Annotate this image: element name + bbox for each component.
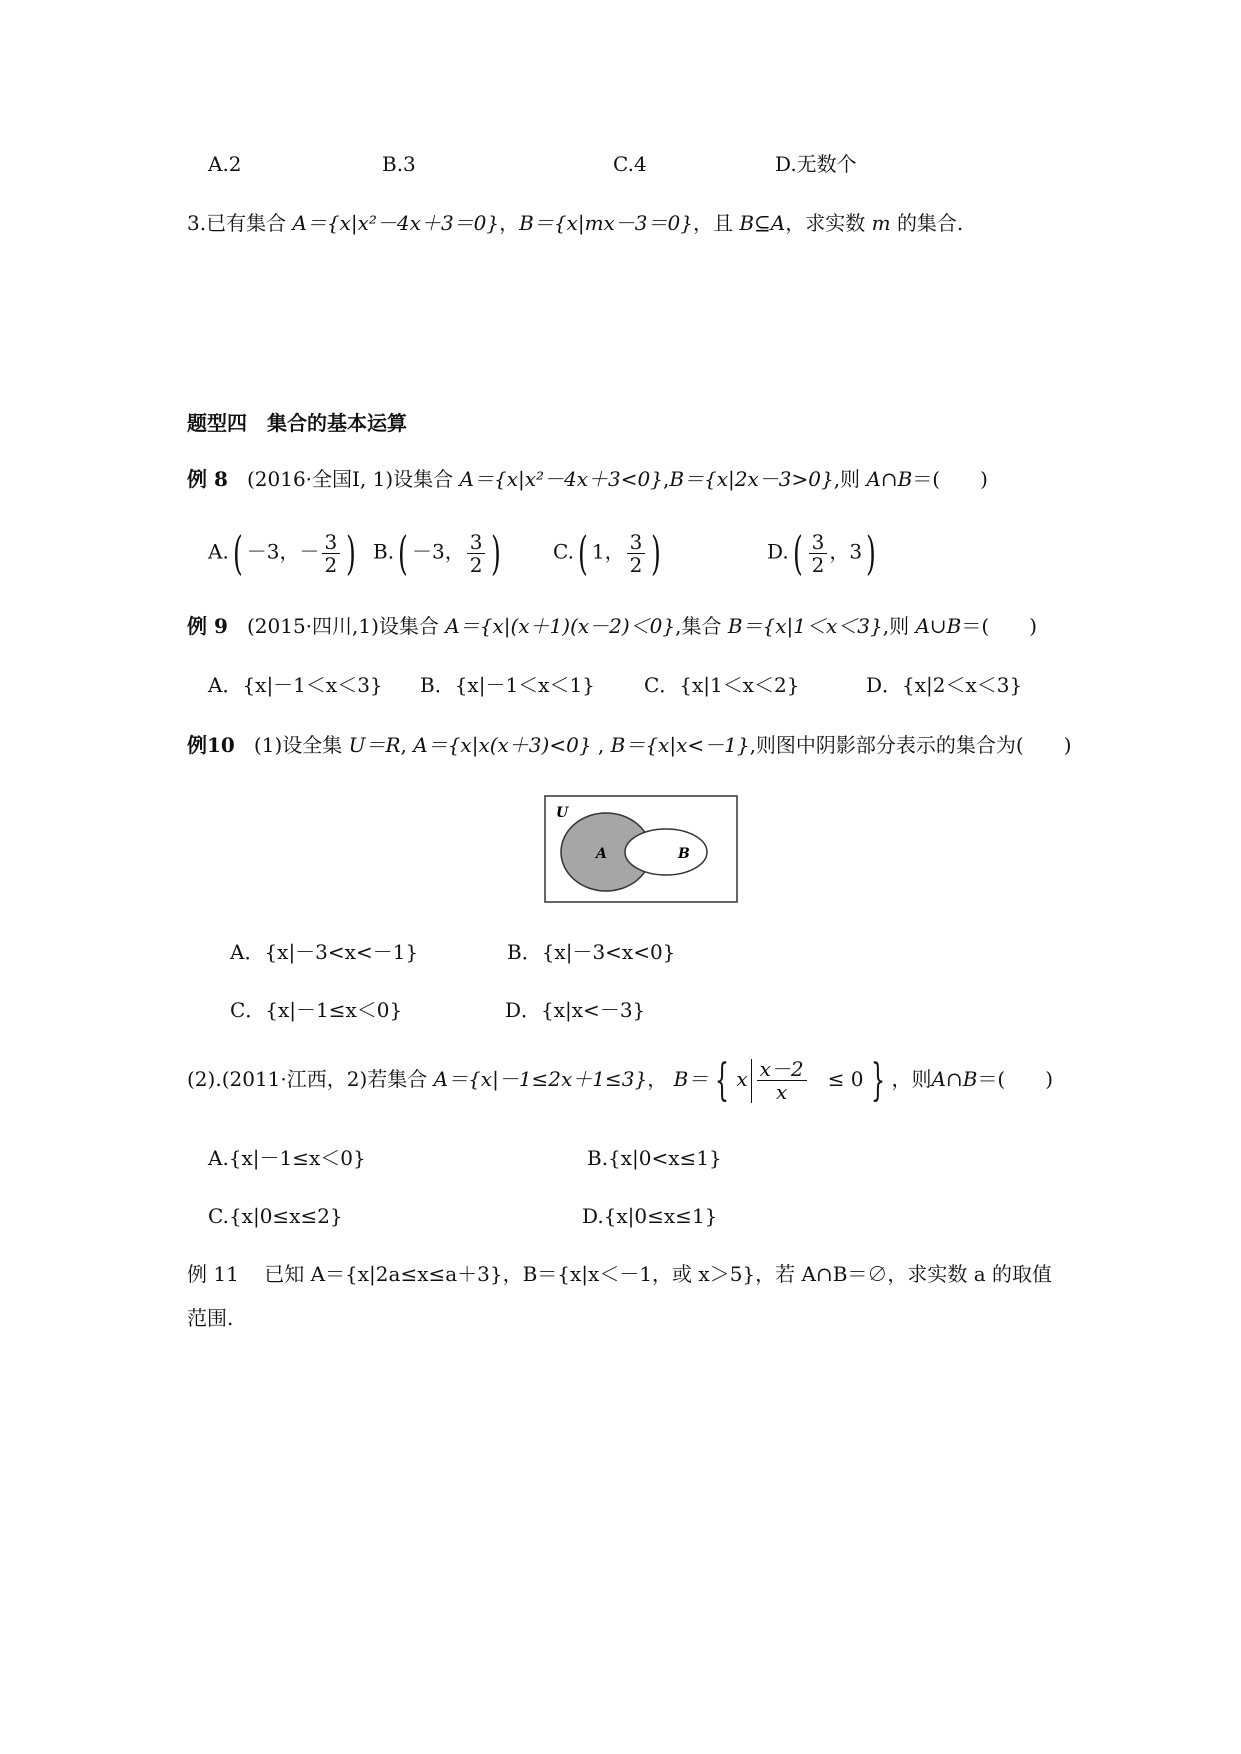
ex8-text-1: 设集合	[393, 467, 454, 491]
ex10-part2-fraction: $\frac{x-2}{x}$	[757, 1058, 807, 1103]
ex8-set-b: B＝{x|2x－3>0}	[669, 467, 834, 491]
q2-option-d: D.无数个	[775, 152, 857, 176]
example-10-part-1	[187, 733, 1072, 757]
ex10-part2-relation: ≤ 0	[827, 1067, 864, 1091]
ex8-source: (2016·全国Ⅰ, 1)	[246, 467, 394, 491]
ex8-option-a: A.( －3，－ $\frac{3}{2}$ )	[208, 526, 357, 580]
ex10-option-b: B．{x|－3<x<0}	[507, 940, 676, 964]
ex8-sep: ,	[662, 467, 670, 491]
ex8-option-d-right: ，3	[829, 539, 863, 564]
q2-option-b: B.3	[382, 152, 416, 176]
ex9-label: 例 9	[187, 614, 228, 638]
ex8-label: 例 8	[187, 467, 228, 491]
ex8-option-d-label: D.	[767, 539, 789, 564]
ex10-part2-x: x	[736, 1067, 748, 1091]
example-8	[187, 467, 988, 491]
venn-label-u: U	[556, 805, 569, 821]
q2-option-a: A.2	[208, 152, 242, 176]
venn-label-b: B	[678, 846, 690, 862]
ex10-sep-2: ,	[591, 733, 605, 757]
ex10-option-a: A．{x|－3<x<－1}	[230, 940, 419, 964]
q3-text-1: 已有集合	[206, 211, 287, 235]
q3-variable: m	[871, 211, 891, 235]
ex8-option-c: C.( 1， $\frac{3}{2}$ )	[553, 526, 662, 580]
ex9-expr: A∪B	[915, 614, 962, 638]
example-11-line-2: 范围.	[187, 1306, 234, 1330]
venn-label-a: A	[596, 846, 607, 862]
example-11-line-1	[187, 1262, 1052, 1286]
ex9-option-a: A．{x|－1＜x＜3}	[208, 673, 383, 697]
ex10-part2-prefix: (2).(2011·江西，2)若集合	[187, 1067, 428, 1091]
section-title: 题型四 集合的基本运算	[187, 411, 407, 435]
ex8-option-a-left: －3，－	[246, 539, 320, 564]
ex10-set-b: B＝{x|x<－1}	[610, 733, 750, 757]
ex8-expr: A∩B	[866, 467, 913, 491]
ex10-part2-option-d: D.{x|0≤x≤1}	[582, 1204, 718, 1228]
ex10-universal-set: U＝R	[348, 733, 401, 757]
ex9-option-b: B．{x|－1＜x＜1}	[420, 673, 595, 697]
ex8-option-b-label: B.	[373, 539, 395, 564]
ex8-option-d-fraction: $\frac{3}{2}$	[809, 531, 828, 576]
ex9-set-b: B＝{x|1＜x＜3}	[727, 614, 883, 638]
ex9-option-c: C．{x|1＜x＜2}	[644, 673, 800, 697]
ex8-option-a-fraction: $\frac{3}{2}$	[322, 531, 341, 576]
ex8-option-a-label: A.	[208, 539, 229, 564]
ex10-text-2: ,则图中阴影部分表示的集合为( )	[749, 733, 1072, 757]
ex9-set-a: A＝{x|(x＋1)(x－2)＜0}	[445, 614, 676, 638]
ex10-part2-expr: A∩B	[931, 1067, 978, 1091]
ex9-option-d: D．{x|2＜x＜3}	[866, 673, 1023, 697]
ex10-set-a: A＝{x|x(x＋3)<0}	[413, 733, 592, 757]
ex8-option-c-label: C.	[553, 539, 574, 564]
venn-set-b-ellipse	[625, 829, 707, 875]
ex9-text-3: ,则	[882, 614, 910, 638]
ex10-part1-prefix: (1)设全集	[253, 733, 343, 757]
q3-set-a: A＝{x|x²－4x＋3＝0}	[292, 211, 500, 235]
ex11-text: 已知 A＝{x|2a≤x≤a＋3}，B＝{x|x＜－1，或 x＞5}，若 A∩B＝∅，求实数 a 的取值	[264, 1262, 1053, 1286]
ex9-source: (2015·四川,1)	[246, 614, 379, 638]
ex10-part2-option-c: C.{x|0≤x≤2}	[208, 1204, 343, 1228]
ex10-label: 例10	[187, 733, 235, 757]
example-10-part-2: (2).(2011·江西，2)若集合 A＝{x|－1≤2x＋1≤3}， B＝ { x $\frac{x-2}{x}$ ≤ 0 } ，则A∩B＝( )	[187, 1054, 1054, 1106]
ex8-option-b-fraction: $\frac{3}{2}$	[467, 531, 486, 576]
question-3	[187, 211, 963, 235]
q3-sep: ，	[499, 211, 520, 235]
ex10-part2-set-a: A＝{x|－1≤2x＋1≤3}	[433, 1067, 648, 1091]
ex8-option-c-left: 1，	[591, 539, 625, 564]
ex11-label: 例 11	[187, 1262, 239, 1286]
ex10-part2-end: ＝( )	[977, 1067, 1054, 1091]
ex8-option-b: B.( －3， $\frac{3}{2}$ )	[373, 526, 502, 580]
q3-relation: B⊆A	[739, 211, 786, 235]
ex10-option-c: C．{x|－1≤x＜0}	[230, 998, 403, 1022]
ex9-text-4: ＝( )	[961, 614, 1037, 638]
ex10-sep: ,	[400, 733, 407, 757]
ex10-part2-tail: ，则	[891, 1067, 932, 1091]
ex9-text-2: ,集合	[675, 614, 722, 638]
q3-number: 3.	[187, 211, 207, 235]
q2-option-c: C.4	[613, 152, 647, 176]
ex10-part2-option-a: A.{x|－1≤x＜0}	[208, 1146, 366, 1170]
ex8-text-2: ,则	[833, 467, 861, 491]
ex10-part2-set-b-lhs: B＝	[673, 1067, 709, 1091]
q3-text-4: 的集合.	[896, 211, 964, 235]
venn-diagram	[544, 795, 739, 905]
ex9-text-1: 设集合	[378, 614, 439, 638]
ex8-option-d: D.( $\frac{3}{2}$ ，3)	[767, 526, 877, 580]
ex10-part2-sep: ，	[647, 1067, 668, 1091]
example-9	[187, 614, 1037, 638]
ex10-option-d: D．{x|x<－3}	[505, 998, 646, 1022]
ex8-option-c-fraction: $\frac{3}{2}$	[627, 531, 646, 576]
q3-text-2: ，且	[692, 211, 733, 235]
q3-text-3: ，求实数	[785, 211, 866, 235]
ex8-text-3: ＝( )	[912, 467, 988, 491]
ex8-set-a: A＝{x|x²－4x＋3<0}	[459, 467, 663, 491]
ex8-option-b-left: －3，	[412, 539, 465, 564]
q3-set-b: B＝{x|mx－3＝0}	[519, 211, 693, 235]
ex10-part2-option-b: B.{x|0<x≤1}	[587, 1146, 722, 1170]
